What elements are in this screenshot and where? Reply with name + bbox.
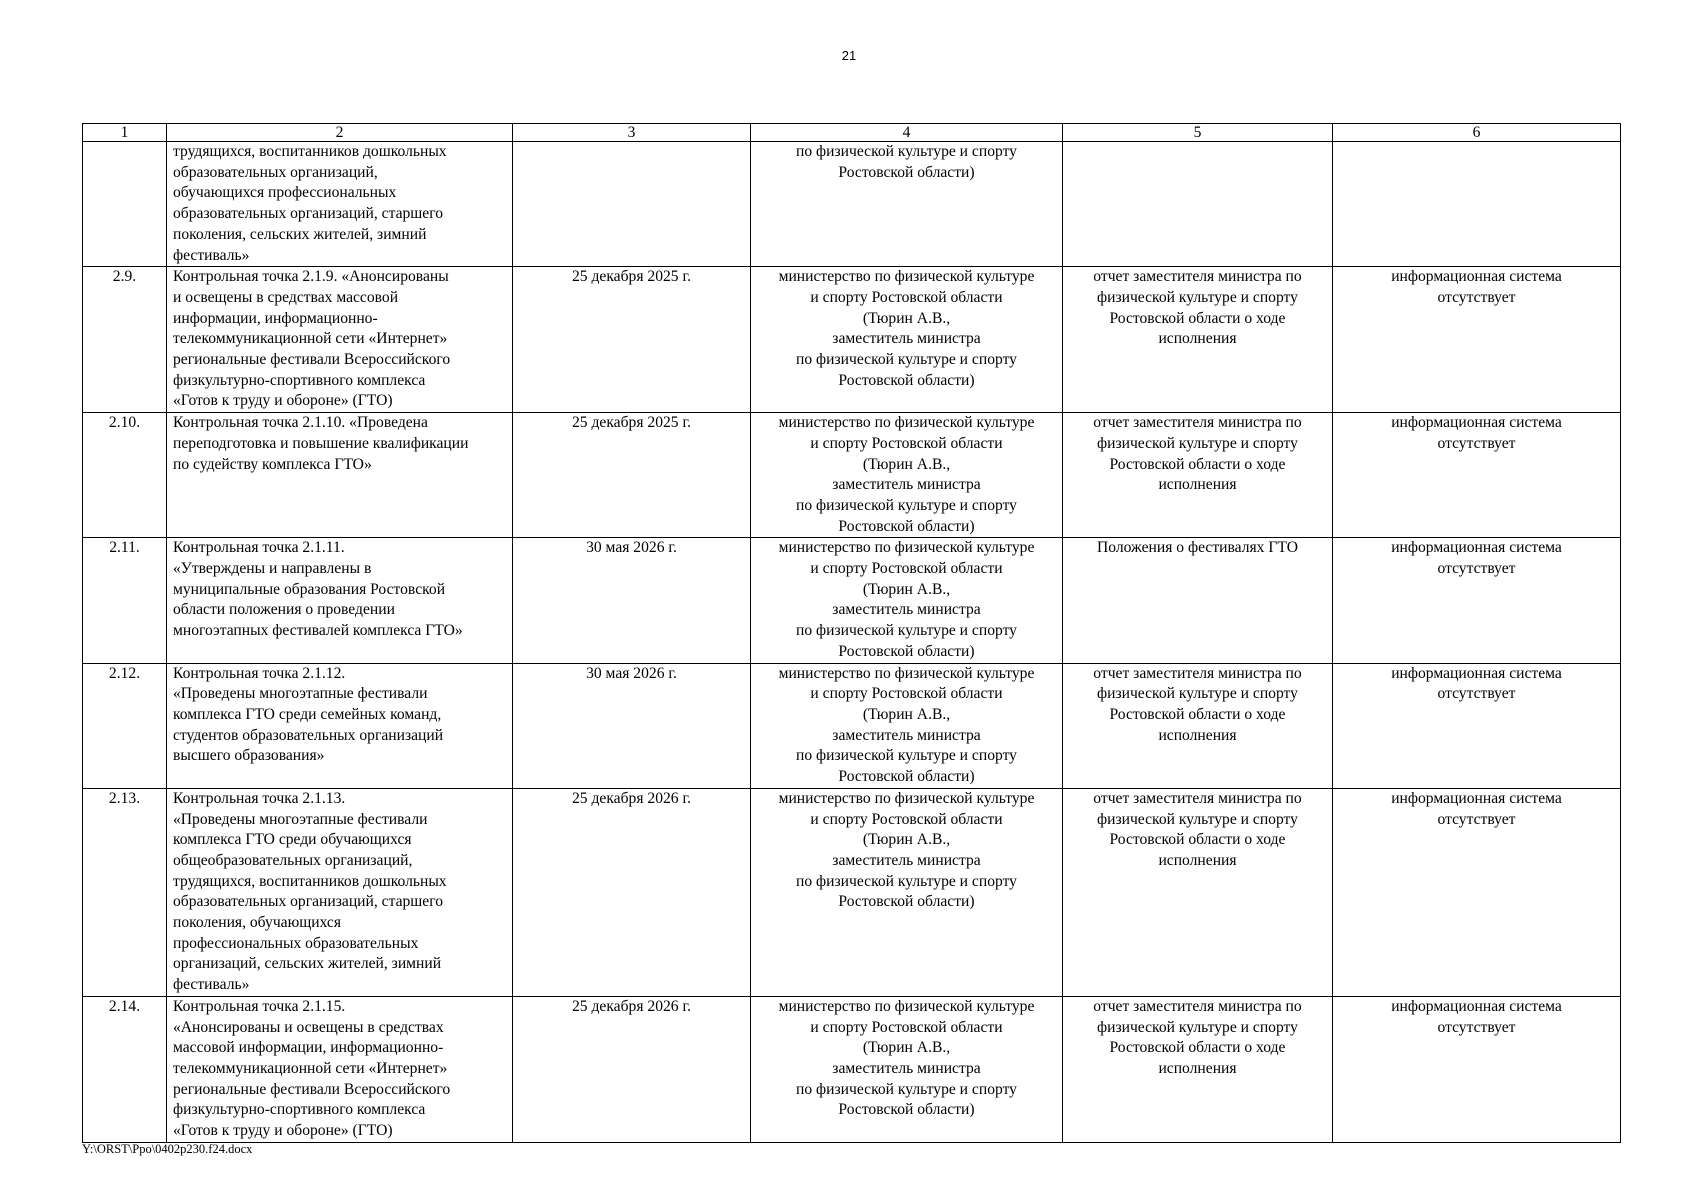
row-number: 2.12. — [83, 663, 167, 788]
control-point-description: Контрольная точка 2.1.13. «Проведены многоэтапные фестивали комплекса ГТО среди обучающихся общеобразовательных организаций, трудящихся, воспитанников дошкольных образовательных организаций, старшего поколения, обучающихся профессиональных образовательных организаций, сельских жителей, зимний фестиваль» — [167, 788, 513, 996]
deadline: 25 декабря 2026 г. — [513, 996, 751, 1142]
row-number: 2.13. — [83, 788, 167, 996]
column-header: 2 — [167, 124, 513, 142]
responsible-executor: по физической культуре и спорту Ростовской области) — [751, 142, 1063, 267]
column-header: 3 — [513, 124, 751, 142]
column-header: 4 — [751, 124, 1063, 142]
column-header: 6 — [1333, 124, 1621, 142]
table-row — [83, 788, 1621, 996]
page-number: 21 — [841, 48, 857, 63]
information-system: информационная система отсутствует — [1333, 663, 1621, 788]
control-points-table — [82, 123, 1621, 1143]
control-point-description: Контрольная точка 2.1.12. «Проведены многоэтапные фестивали комплекса ГТО среди семейных команд, студентов образовательных организаций высшего образования» — [167, 663, 513, 788]
table-row — [83, 142, 1621, 267]
deadline: 25 декабря 2026 г. — [513, 788, 751, 996]
responsible-executor: министерство по физической культуре и спорту Ростовской области (Тюрин А.В., заместитель министра по физической культуре и спорту Ростовской области) — [751, 788, 1063, 996]
table-row — [83, 413, 1621, 538]
information-system: информационная система отсутствует — [1333, 538, 1621, 663]
table-header-row — [83, 124, 1621, 142]
information-system: информационная система отсутствует — [1333, 788, 1621, 996]
footer-file-path: Y:\ORST\Ppo\0402p230.f24.docx — [82, 1142, 253, 1156]
confirming-document: отчет заместителя министра по физической культуре и спорту Ростовской области о ходе исполнения — [1063, 413, 1333, 538]
row-number: 2.10. — [83, 413, 167, 538]
control-point-description: Контрольная точка 2.1.9. «Анонсированы и освещены в средствах массовой информации, информационно- телекоммуникационной сети «Интернет» региональные фестивали Всероссийского физкультурно-спортивного комплекса «Готов к труду и обороне» (ГТО) — [167, 267, 513, 413]
information-system: информационная система отсутствует — [1333, 996, 1621, 1142]
responsible-executor: министерство по физической культуре и спорту Ростовской области (Тюрин А.В., заместитель министра по физической культуре и спорту Ростовской области) — [751, 996, 1063, 1142]
control-point-description: Контрольная точка 2.1.10. «Проведена переподготовка и повышение квалификации по судейству комплекса ГТО» — [167, 413, 513, 538]
confirming-document — [1063, 142, 1333, 267]
confirming-document: отчет заместителя министра по физической культуре и спорту Ростовской области о ходе исполнения — [1063, 267, 1333, 413]
deadline — [513, 142, 751, 267]
row-number: 2.11. — [83, 538, 167, 663]
table-row — [83, 538, 1621, 663]
confirming-document: отчет заместителя министра по физической культуре и спорту Ростовской области о ходе исполнения — [1063, 996, 1333, 1142]
confirming-document: Положения о фестивалях ГТО — [1063, 538, 1333, 663]
control-point-description: трудящихся, воспитанников дошкольных образовательных организаций, обучающихся профессиональных образовательных организаций, старшего поколения, сельских жителей, зимний фестиваль» — [167, 142, 513, 267]
information-system: информационная система отсутствует — [1333, 413, 1621, 538]
deadline: 25 декабря 2025 г. — [513, 413, 751, 538]
row-number: 2.14. — [83, 996, 167, 1142]
deadline: 30 мая 2026 г. — [513, 538, 751, 663]
table-row — [83, 267, 1621, 413]
row-number — [83, 142, 167, 267]
responsible-executor: министерство по физической культуре и спорту Ростовской области (Тюрин А.В., заместитель министра по физической культуре и спорту Ростовской области) — [751, 413, 1063, 538]
column-header: 1 — [83, 124, 167, 142]
responsible-executor: министерство по физической культуре и спорту Ростовской области (Тюрин А.В., заместитель министра по физической культуре и спорту Ростовской области) — [751, 267, 1063, 413]
control-point-description: Контрольная точка 2.1.11. «Утверждены и направлены в муниципальные образования Ростовской области положения о проведении многоэтапных фестивалей комплекса ГТО» — [167, 538, 513, 663]
row-number: 2.9. — [83, 267, 167, 413]
column-header: 5 — [1063, 124, 1333, 142]
table-row — [83, 663, 1621, 788]
responsible-executor: министерство по физической культуре и спорту Ростовской области (Тюрин А.В., заместитель министра по физической культуре и спорту Ростовской области) — [751, 538, 1063, 663]
control-point-description: Контрольная точка 2.1.15. «Анонсированы и освещены в средствах массовой информации, информационно- телекоммуникационной сети «Интернет» региональные фестивали Всероссийского физкультурно-спортивного комплекса «Готов к труду и обороне» (ГТО) — [167, 996, 513, 1142]
information-system: информационная система отсутствует — [1333, 267, 1621, 413]
deadline: 25 декабря 2025 г. — [513, 267, 751, 413]
deadline: 30 мая 2026 г. — [513, 663, 751, 788]
table-row — [83, 996, 1621, 1142]
information-system — [1333, 142, 1621, 267]
confirming-document: отчет заместителя министра по физической культуре и спорту Ростовской области о ходе исполнения — [1063, 788, 1333, 996]
confirming-document: отчет заместителя министра по физической культуре и спорту Ростовской области о ходе исполнения — [1063, 663, 1333, 788]
responsible-executor: министерство по физической культуре и спорту Ростовской области (Тюрин А.В., заместитель министра по физической культуре и спорту Ростовской области) — [751, 663, 1063, 788]
